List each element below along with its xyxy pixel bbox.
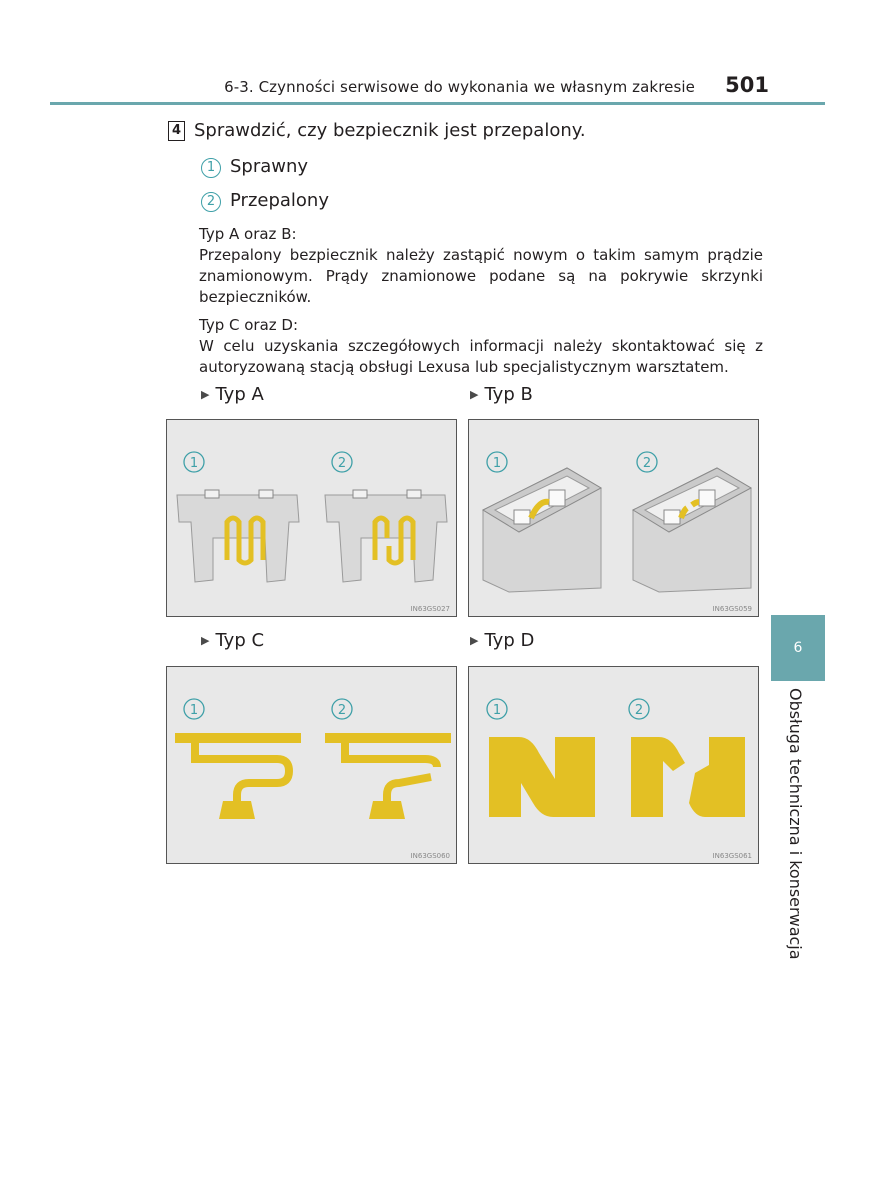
svg-text:1: 1 <box>492 703 502 718</box>
svg-text:2: 2 <box>337 456 347 471</box>
step-instruction <box>168 120 586 141</box>
svg-text:2: 2 <box>337 703 347 718</box>
n-fuse-blown-icon <box>631 737 745 817</box>
figure-label-d: ▶ Typ D <box>470 630 535 651</box>
chapter-title-vertical: Obsługa techniczna i konserwacja <box>786 688 805 960</box>
n-fuse-ok-icon <box>489 737 595 817</box>
figure-code: IN63GS061 <box>712 852 752 860</box>
notes-cd-heading: Typ C oraz D: <box>199 316 299 334</box>
figure-label-a: ▶ Typ A <box>201 384 264 405</box>
option-blown <box>201 190 329 212</box>
figure-type-c <box>166 666 457 864</box>
figure-type-d <box>468 666 759 864</box>
option-label: Przepalony <box>230 190 329 211</box>
header-rule <box>50 102 825 105</box>
marker-1-icon: 1 <box>201 158 221 178</box>
figure-label-c: ▶ Typ C <box>201 630 265 651</box>
notes-ab-text: Przepalony bezpiecznik należy zastąpić nowym o takim samym prądzie znamionowym. Prądy znamionowe podane są na pokrywie skrzynki bezpieczników. <box>199 246 763 306</box>
svg-text:2: 2 <box>634 703 644 718</box>
notes-cd <box>199 315 763 378</box>
option-ok <box>201 156 308 178</box>
figure-code: IN63GS027 <box>410 605 450 613</box>
page-header <box>50 74 825 102</box>
step-number-badge: 4 <box>168 121 185 141</box>
figure-type-b <box>468 419 759 617</box>
cartridge-fuse-blown-icon <box>633 468 751 592</box>
notes-ab <box>199 224 763 308</box>
step-text: Sprawdzić, czy bezpiecznik jest przepalony. <box>194 120 586 141</box>
triangle-right-icon: ▶ <box>470 388 479 401</box>
triangle-right-icon: ▶ <box>201 388 210 401</box>
figure-code: IN63GS060 <box>410 852 450 860</box>
cartridge-fuse-ok-icon <box>483 468 601 592</box>
triangle-right-icon: ▶ <box>201 634 210 647</box>
blade-fuse-blown-icon <box>325 490 447 582</box>
figure-code: IN63GS059 <box>712 605 752 613</box>
chapter-number: 6 <box>793 640 803 656</box>
svg-text:1: 1 <box>492 456 502 471</box>
page-number: 501 <box>725 73 769 97</box>
option-label: Sprawny <box>230 156 309 177</box>
notes-cd-text: W celu uzyskania szczegółowych informacji należy skontaktować się z autoryzowaną stacją obsługi Lexusa lub specjalistycznym warsztatem. <box>199 337 763 376</box>
section-title: 6-3. Czynności serwisowe do wykonania we własnym zakresie <box>224 78 695 96</box>
triangle-right-icon: ▶ <box>470 634 479 647</box>
marker-2-icon: 2 <box>201 192 221 212</box>
chapter-tab[interactable] <box>771 615 825 681</box>
svg-text:2: 2 <box>642 456 652 471</box>
notes-ab-heading: Typ A oraz B: <box>199 225 297 243</box>
blade-fuse-ok-icon <box>177 490 299 582</box>
svg-text:1: 1 <box>189 703 199 718</box>
strip-fuse-blown-icon <box>325 733 451 819</box>
figure-label-b: ▶ Typ B <box>470 384 533 405</box>
figure-type-a <box>166 419 457 617</box>
strip-fuse-ok-icon <box>175 733 301 819</box>
svg-text:1: 1 <box>189 456 199 471</box>
